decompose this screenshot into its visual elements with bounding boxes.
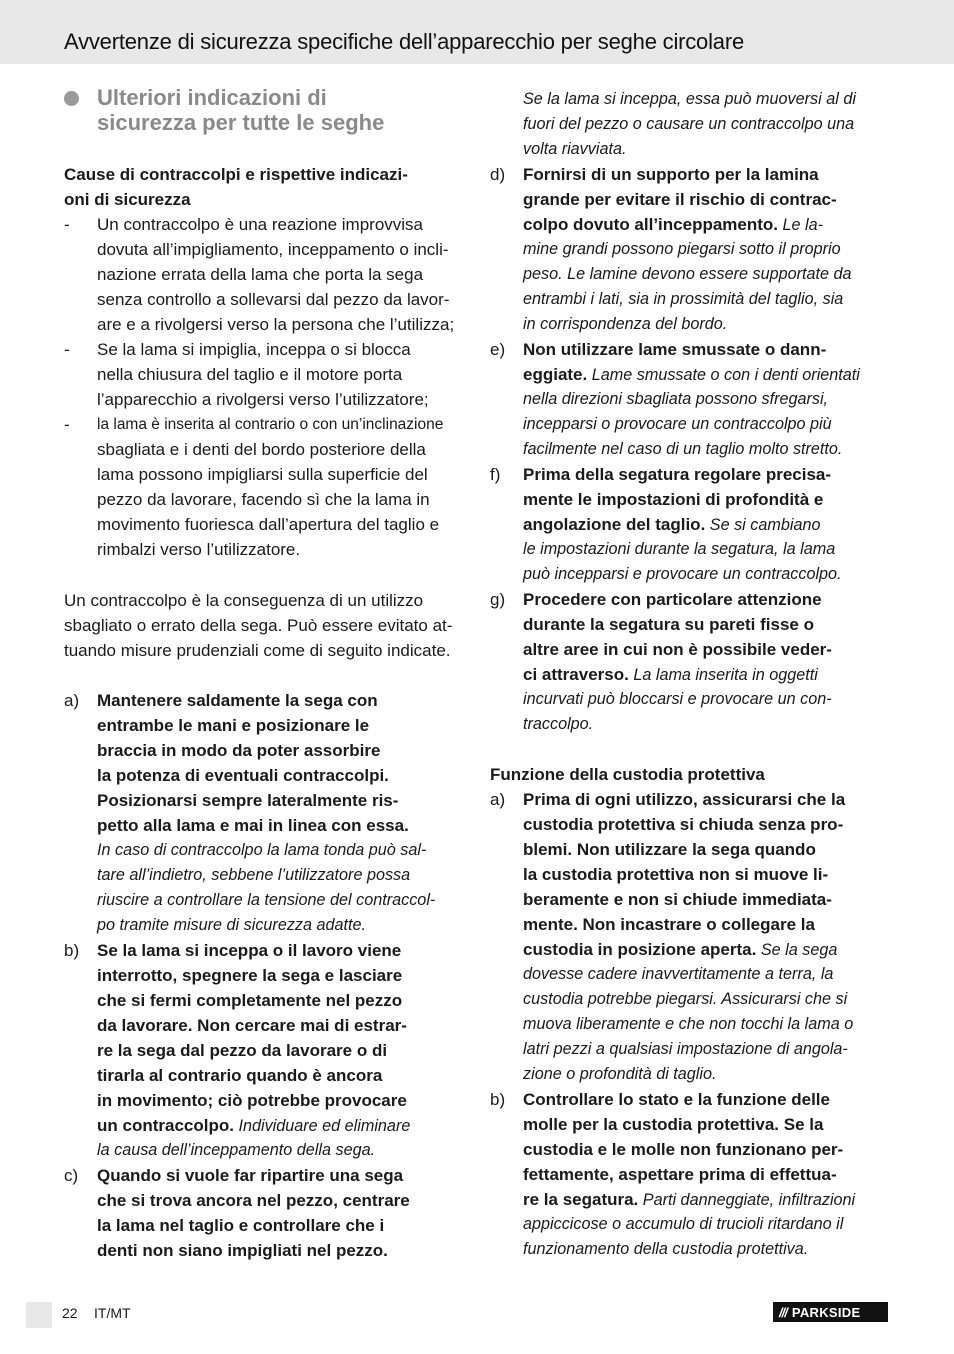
- item-bold-text: mente. Non incastrare o collegare la: [523, 915, 815, 934]
- section-title-line: sicurezza per tutte le seghe: [97, 110, 385, 135]
- item-bold-text: grande per evitare il rischio di contrac-: [523, 190, 837, 209]
- item-italic-text: In caso di contraccolpo la lama tonda può sal-: [97, 841, 427, 859]
- item-marker: e): [490, 340, 506, 359]
- item-bold-text: Mantenere saldamente la sega con: [97, 691, 378, 710]
- item-bold-text: ci attraverso.: [523, 665, 629, 684]
- item-marker: g): [490, 590, 506, 609]
- item-italic-text: latri pezzi a qualsiasi impostazione di angola-: [523, 1040, 848, 1058]
- item-bold-text: custodia protettiva si chiuda senza pro-: [523, 815, 844, 834]
- item-bold-text: custodia in posizione aperta.: [523, 940, 757, 959]
- bullet-text: l’apparecchio a rivolgersi verso l’utilizzatore;: [97, 390, 429, 409]
- item-italic-text: mine grandi possono piegarsi sotto il proprio: [523, 240, 841, 258]
- page-number: 22: [62, 1305, 78, 1321]
- item-bold-text: che si fermi completamente nel pezzo: [97, 991, 403, 1010]
- item-bold-text: colpo dovuto all’inceppamento.: [523, 215, 779, 234]
- bullet-text: nazione errata della lama che porta la sega: [97, 265, 424, 284]
- item-bold-text: re la sega dal pezzo da lavorare o di: [97, 1041, 388, 1060]
- item-italic-text: Se la lama si inceppa, essa può muoversi al di: [523, 90, 856, 108]
- item-italic-text: le impostazioni durante la segatura, la lama: [523, 540, 836, 558]
- bullet-text: nella chiusura del taglio e il motore porta: [97, 365, 403, 384]
- item-bold-text: eggiate.: [523, 365, 588, 384]
- bullet-text: are e a rivolgersi verso la persona che l’utilizza;: [97, 315, 455, 334]
- item-italic-text: appiccicose o accumulo di trucioli ritardano il: [523, 1215, 844, 1233]
- logo-stripes-icon: ///: [779, 1304, 787, 1320]
- paragraph-text: Un contraccolpo è la conseguenza di un utilizzo: [64, 591, 424, 610]
- item-bold-text: interrotto, spegnere la sega e lasciare: [97, 966, 403, 985]
- item-bold-text: un contraccolpo.: [97, 1116, 234, 1135]
- logo-text: PARKSIDE: [791, 1304, 861, 1320]
- item-marker: f): [490, 465, 501, 484]
- item-italic-text: Lame smussate o con i denti orientati: [587, 366, 860, 384]
- item-italic-text: muova liberamente e che non tocchi la lama o: [523, 1015, 854, 1033]
- item-bold-text: durante la segatura su pareti fisse o: [523, 615, 814, 634]
- paragraph-text: sbagliato o errato della sega. Può essere evitato at-: [64, 616, 453, 635]
- item-italic-text: la causa dell’inceppamento della sega.: [97, 1141, 376, 1159]
- parkside-logo: [773, 1302, 888, 1322]
- kickback-heading: oni di sicurezza: [64, 190, 191, 209]
- item-mixed-line: [523, 662, 818, 688]
- item-bold-text: che si trova ancora nel pezzo, centrare: [97, 1191, 410, 1210]
- item-bold-text: altre aree in cui non è possibile veder-: [523, 640, 832, 659]
- item-italic-text: nella direzioni sbagliata possono sfregarsi,: [523, 390, 829, 408]
- item-marker: c): [64, 1166, 79, 1185]
- item-italic-text: può incepparsi e provocare un contraccolpo.: [523, 565, 842, 583]
- item-italic-text: incepparsi o provocare un contraccolpo più: [523, 415, 832, 433]
- bullet-text: rimbalzi verso l’utilizzatore.: [97, 540, 301, 559]
- dash-marker: -: [64, 415, 70, 434]
- item-bold-text: Non utilizzare lame smussate o dann-: [523, 340, 827, 359]
- item-bold-text: custodia e le molle non funzionano per-: [523, 1140, 844, 1159]
- item-italic-text: in corrispondenza del bordo.: [523, 315, 728, 333]
- item-marker: a): [490, 790, 506, 809]
- bullet-text: Se la lama si impiglia, inceppa o si blocca: [97, 340, 411, 359]
- item-bold-text: angolazione del taglio.: [523, 515, 706, 534]
- item-italic-text: custodia potrebbe piegarsi. Assicurarsi che si: [523, 990, 848, 1008]
- item-marker: b): [64, 941, 80, 960]
- item-mixed-line: [523, 1187, 855, 1213]
- bullet-text: senza controllo a sollevarsi dal pezzo da lavor-: [97, 290, 450, 309]
- bullet-text: lama possono impigliarsi sulla superficie del: [97, 465, 428, 484]
- dash-marker: -: [64, 215, 70, 234]
- section-title-line: Ulteriori indicazioni di: [97, 85, 327, 110]
- item-mixed-line: [97, 1113, 410, 1139]
- item-italic-text: Individuare ed eliminare: [233, 1117, 411, 1135]
- item-marker: d): [490, 165, 506, 184]
- item-bold-text: tirarla al contrario quando è ancora: [97, 1066, 383, 1085]
- item-bold-text: Quando si vuole far ripartire una sega: [97, 1166, 404, 1185]
- item-bold-text: da lavorare. Non cercare mai di estrar-: [97, 1016, 407, 1035]
- item-mixed-line: [523, 212, 823, 238]
- footer-marker-box: [26, 1302, 52, 1328]
- item-marker: a): [64, 691, 80, 710]
- item-bold-text: in movimento; ciò potrebbe provocare: [97, 1091, 407, 1110]
- item-italic-text: Se si cambiano: [705, 516, 821, 534]
- item-bold-text: molle per la custodia protettiva. Se la: [523, 1115, 824, 1134]
- item-italic-text: volta riavviata.: [523, 140, 627, 158]
- item-bold-text: re la segatura.: [523, 1190, 639, 1209]
- item-bold-text: la lama nel taglio e controllare che i: [97, 1216, 385, 1235]
- language-code: IT/MT: [94, 1305, 131, 1321]
- item-bold-text: Procedere con particolare attenzione: [523, 590, 822, 609]
- paragraph-text: tuando misure prudenziali come di seguito indicate.: [64, 641, 451, 660]
- item-italic-text: Le la-: [778, 216, 824, 234]
- item-italic-text: po tramite misure di sicurezza adatte.: [97, 916, 367, 934]
- item-bold-text: Se la lama si inceppa o il lavoro viene: [97, 941, 402, 960]
- item-italic-text: Se la sega: [756, 941, 838, 959]
- item-italic-text: riuscire a controllare la tensione del contraccol-: [97, 891, 436, 909]
- item-bold-text: denti non siano impigliati nel pezzo.: [97, 1241, 388, 1260]
- item-italic-text: funzionamento della custodia protettiva.: [523, 1240, 809, 1258]
- item-mixed-line: [523, 512, 820, 538]
- bullet-text: pezzo da lavorare, facendo sì che la lama in: [97, 490, 430, 509]
- item-italic-text: fuori del pezzo o causare un contraccolpo una: [523, 115, 855, 133]
- item-bold-text: blemi. Non utilizzare la sega quando: [523, 840, 816, 859]
- bullet-text: movimento fuoriesca dall’apertura del taglio e: [97, 515, 440, 534]
- item-bold-text: braccia in modo da poter assorbire: [97, 741, 381, 760]
- bullet-text: Un contraccolpo è una reazione improvvisa: [97, 215, 424, 234]
- item-mixed-line: [523, 937, 837, 963]
- item-italic-text: entrambi i lati, sia in prossimità del taglio, sia: [523, 290, 844, 308]
- item-bold-text: la potenza di eventuali contraccolpi.: [97, 766, 389, 785]
- item-bold-text: la custodia protettiva non si muove li-: [523, 865, 829, 884]
- item-bold-text: entrambe le mani e posizionare le: [97, 716, 370, 735]
- item-marker: b): [490, 1090, 506, 1109]
- item-bold-text: fettamente, aspettare prima di effettua-: [523, 1165, 837, 1184]
- item-italic-text: tare all’indietro, sebbene l’utilizzatore possa: [97, 866, 411, 884]
- bullet-text: sbagliata e i denti del bordo posteriore della: [97, 440, 426, 459]
- item-mixed-line: [523, 362, 860, 388]
- dash-marker: -: [64, 340, 70, 359]
- item-bold-text: Posizionarsi sempre lateralmente ris-: [97, 791, 399, 810]
- item-italic-text: facilmente nel caso di un taglio molto stretto.: [523, 440, 843, 458]
- bullet-text: la lama è inserita al contrario o con un’inclinazione: [97, 416, 444, 433]
- item-italic-text: incurvati può bloccarsi e provocare un con-: [523, 690, 832, 708]
- item-italic-text: peso. Le lamine devono essere supportate da: [523, 265, 852, 283]
- item-italic-text: zione o profondità di taglio.: [523, 1065, 717, 1083]
- item-bold-text: Prima della segatura regolare precisa-: [523, 465, 832, 484]
- item-bold-text: mente le impostazioni di profondità e: [523, 490, 824, 509]
- section-bullet-icon: [64, 91, 79, 106]
- guard-heading: Funzione della custodia protettiva: [490, 765, 765, 784]
- page-title: Avvertenze di sicurezza specifiche dell’apparecchio per seghe circolare: [64, 29, 744, 54]
- kickback-heading: Cause di contraccolpi e rispettive indicazi-: [64, 165, 408, 184]
- item-italic-text: traccolpo.: [523, 715, 594, 733]
- item-bold-text: Controllare lo stato e la funzione delle: [523, 1090, 830, 1109]
- item-italic-text: La lama inserita in oggetti: [628, 666, 818, 684]
- item-bold-text: petto alla lama e mai in linea con essa.: [97, 816, 409, 835]
- bullet-text: dovuta all’impigliamento, inceppamento o incli-: [97, 240, 449, 259]
- item-italic-text: dovesse cadere inavvertitamente a terra, la: [523, 965, 834, 983]
- item-italic-text: Parti danneggiate, infiltrazioni: [638, 1191, 856, 1209]
- item-bold-text: Prima di ogni utilizzo, assicurarsi che la: [523, 790, 846, 809]
- item-bold-text: beramente e non si chiude immediata-: [523, 890, 832, 909]
- item-bold-text: Fornirsi di un supporto per la lamina: [523, 165, 819, 184]
